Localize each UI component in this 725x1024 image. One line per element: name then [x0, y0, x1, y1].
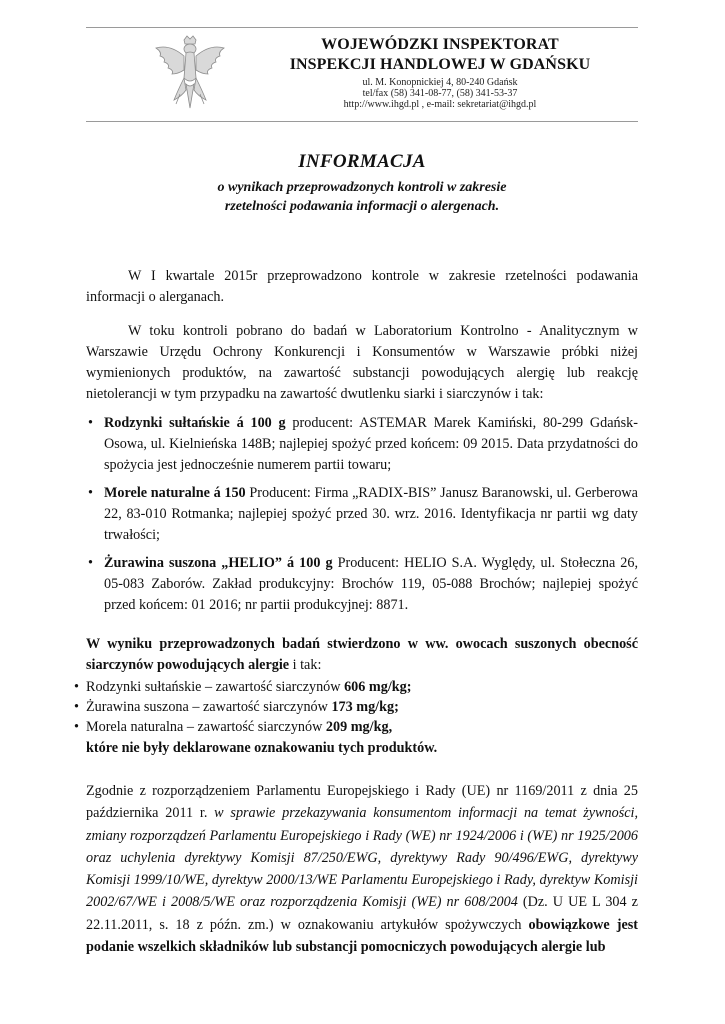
results-footer: które nie były deklarowane oznakowaniu tych produktów.	[86, 740, 438, 756]
result-label: Żurawina suszona – zawartość siarczynów	[86, 699, 332, 715]
legal-paragraph	[86, 780, 638, 958]
doc-subtitle-line2: rzetelności podawania informacji o alergenach.	[224, 199, 500, 214]
results-intro	[86, 634, 638, 676]
org-web-email: http://www.ihgd.pl , e-mail: sekretariat@ihgd.pl	[343, 99, 537, 110]
header-top-rule	[86, 27, 638, 28]
result-label: Rodzynki sułtańskie – zawartość siarczynów	[86, 679, 345, 695]
eagle-emblem-icon	[150, 34, 230, 114]
legal-text-bold: obowiązkowe jest podanie wszelkich składników lub substancji pomocniczych powodujących alergie lub	[86, 916, 638, 956]
org-name-line1: WOJEWÓDZKI INSPEKTORAT	[321, 36, 559, 53]
product-name: Morele naturalne á 150	[104, 485, 246, 501]
result-label: Morela naturalna – zawartość siarczynów	[86, 719, 326, 735]
result-value: 209 mg/kg,	[325, 719, 393, 735]
results-intro-tail: i tak:	[289, 657, 322, 673]
legal-text-italic: w sprawie przekazywania konsumentom informacji na temat żywności, zmiany rozporządzeń Parlamentu Europejskiego i Rady (WE) nr 1924/2006 i (WE) nr 1925/2006 oraz uchylenia dyrektywy Komisji 87/250/EWG, dyrektywy Rady 90/496/EWG, dyrektywy Komisji 1999/10/WE, dyrektyw 2000/13/WE Parlamentu Europejskiego i Rady, dyrektyw Komisji 2002/67/WE i 2008/5/WE oraz rozporządzenia Komisji (WE) nr 608/2004	[86, 805, 638, 911]
org-phone: tel/fax (58) 341-08-77, (58) 341-53-37	[362, 88, 518, 99]
product-name: Żurawina suszona „HELIO” á 100 g	[104, 555, 333, 571]
doc-subtitle	[86, 178, 638, 216]
result-item	[74, 677, 412, 697]
intro-paragraph: W I kwartale 2015r przeprowadzono kontrole w zakresie rzetelności podawania informacji o alerganach.	[86, 268, 638, 305]
product-item	[86, 553, 638, 616]
bullet-icon: •	[74, 679, 79, 695]
legal-text-a: Zgodnie z rozporządzeniem Parlamentu Europejskiego i Rady (UE) nr 1169/2011 z dnia 25 października 2011 r.	[86, 783, 638, 822]
product-details: Producent: Firma „RADIX-BIS” Janusz Baranowski, ul. Gerberowa 22, 83-010 Rotmanka; najlepiej spożyć przed 30. wrz. 2016. Identyfikacja nr partii wg daty trwałości;	[104, 485, 638, 543]
product-details: producent: ASTEMAR Marek Kamiński, 80-299 Gdańsk-Osowa, ul. Kielnieńska 148B; najlepiej spożyć przed końcem: 09 2015. Data przydatności do spożycia jest jednocześnie numerem partii towaru;	[104, 415, 638, 473]
result-item	[74, 697, 399, 717]
bullet-icon: •	[74, 699, 79, 715]
doc-subtitle-line1: o wynikach przeprowadzonych kontroli w zakresie	[217, 180, 507, 195]
legal-text-b: (Dz. U UE L 304 z 22.11.2011, s. 18 z późn. zm.) w oznakowaniu artykułów spożywczych	[86, 894, 638, 933]
result-value: 173 mg/kg;	[331, 699, 399, 715]
bullet-icon: •	[88, 485, 93, 501]
product-details: Producent: HELIO S.A. Wyględy, ul. Stołeczna 26, 05-083 Zaborów. Zakład produkcyjny: Brochów 119, 05-088 Brochów; najlepiej spożyć przed końcem: 01 2016; nr partii produkcyjnej: 8871.	[104, 555, 639, 613]
results-intro-bold: W wyniku przeprowadzonych badań stwierdzono w ww. owocach suszonych obecność siarczynów powodujących alergie	[86, 636, 638, 673]
header-bottom-rule	[86, 121, 638, 122]
result-value: 606 mg/kg;	[344, 679, 412, 695]
product-item	[86, 483, 638, 546]
bullet-icon: •	[88, 555, 93, 571]
org-name-line2: INSPEKCJI HANDLOWEJ W GDAŃSKU	[289, 56, 591, 73]
product-item	[86, 413, 638, 476]
org-address: ul. M. Konopnickiej 4, 80-240 Gdańsk	[362, 77, 518, 88]
sampling-paragraph: W toku kontroli pobrano do badań w Laboratorium Kontrolno - Analitycznym w Warszawie Urzędu Ochrony Konkurencji i Konsumentów w Warszawie próbki niżej wymienionych produktów, na zawartość substancji powodujących alergię lub reakcję nietolerancji w tym przypadku na zawartość dwutlenku siarki i siarczynów i tak:	[86, 323, 638, 402]
bullet-icon: •	[74, 719, 79, 735]
result-item	[74, 717, 393, 737]
doc-title: INFORMACJA	[298, 151, 426, 172]
product-name: Rodzynki sułtańskie á 100 g	[104, 415, 286, 431]
bullet-icon: •	[88, 415, 93, 431]
